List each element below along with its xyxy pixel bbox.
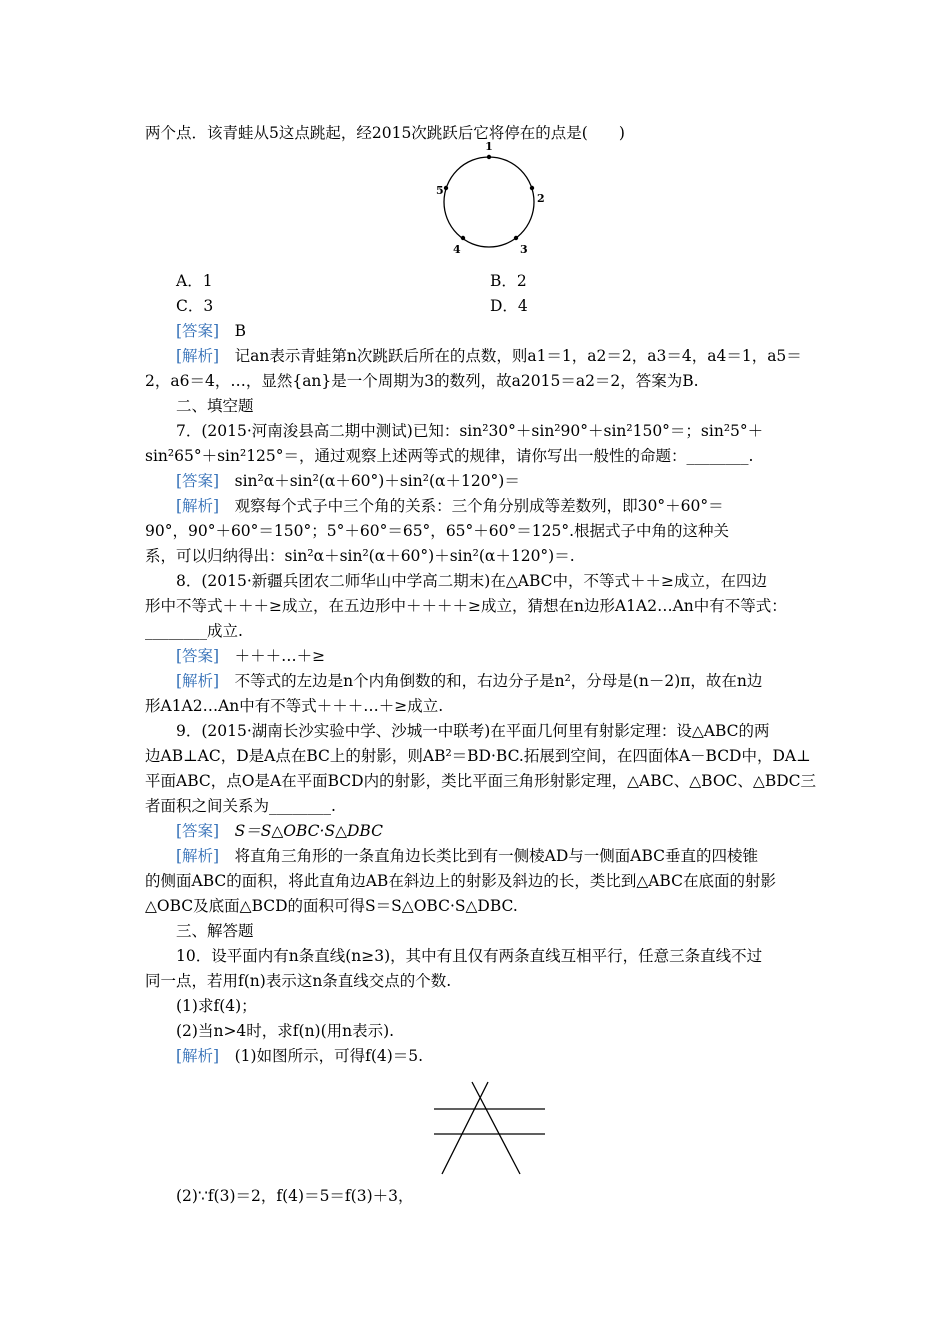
point-label-3: 3: [520, 243, 528, 256]
point-label-5: 5: [436, 184, 444, 197]
analysis-tag: [解析]: [176, 347, 220, 365]
q9-stem-4: 者面积之间关系为________.: [145, 797, 336, 815]
answer-tag: [答案]: [176, 322, 220, 340]
answer-text: B: [234, 322, 247, 340]
q9-stem-3: 平面ABC，点O是A在平面BCD内的射影，类比平面三角形射影定理，△ABC、△BOC、△BDC三: [145, 772, 817, 790]
point-4-dot: [461, 236, 465, 240]
analysis-tag: [解析]: [176, 1047, 220, 1065]
q8-answer: [答案] ＋＋＋…＋≥: [176, 647, 326, 665]
q10-part-1: (1)求f(4)；: [176, 997, 257, 1015]
q10-analysis-1: [解析] (1)如图所示，可得f(4)＝5.: [176, 1047, 424, 1065]
slanted-line-right: [472, 1082, 520, 1174]
q10-stem-2: 同一点，若用f(n)表示这n条直线交点的个数.: [145, 972, 452, 990]
q10-analysis-2: (2)∵f(3)＝2，f(4)＝5＝f(3)＋3，: [176, 1187, 414, 1205]
q6-answer: [176, 321, 246, 341]
analysis-tag: [解析]: [176, 847, 220, 865]
q6-analysis-1: [解析] 记an表示青蛙第n次跳跃后所在的点数，则a1＝1，a2＝2，a3＝4，a4＝1，a5＝: [176, 347, 802, 365]
q9-answer: [答案] S＝S△OBC·S△DBC: [176, 822, 383, 840]
q9-analysis-3: △OBC及底面△BCD的面积可得S＝S△OBC·S△DBC.: [145, 897, 518, 915]
q10-stem-1: 10．设平面内有n条直线(n≥3)，其中有且仅有两条直线互相平行，任意三条直线不过: [176, 947, 763, 965]
q9-analysis-2: 的侧面ABC的面积，将此直角边AB在斜边上的射影及斜边的长，类比到△ABC在底面的射影: [145, 872, 776, 890]
point-1-dot: [487, 155, 491, 159]
point-3-dot: [514, 236, 518, 240]
q8-analysis-2: 形A1A2…An中有不等式＋＋＋…＋≥成立.: [145, 697, 444, 715]
answer-tag: [答案]: [176, 647, 220, 665]
q7-analysis-3: 系，可以归纳得出：sin²α＋sin²(α＋60°)＋sin²(α＋120°)＝.: [145, 547, 575, 565]
point-label-4: 4: [453, 243, 461, 256]
q7-analysis-2: 90°，90°＋60°＝150°；5°＋60°＝65°，65°＋60°＝125°.根据式子中角的这种关: [145, 522, 730, 540]
frog-circle-figure: [436, 140, 560, 260]
point-2-dot: [530, 186, 534, 190]
q8-stem-1: 8．(2015·新疆兵团农二师华山中学高二期末)在△ABC中，不等式＋＋≥成立，在四边: [176, 572, 767, 590]
four-lines-figure: [430, 1078, 550, 1178]
point-label-1: 1: [485, 140, 493, 153]
jump-circle: [444, 157, 534, 247]
option-a: A．1: [176, 272, 213, 290]
q7-stem-1: 7．(2015·河南浚县高二期中测试)已知：sin²30°＋sin²90°＋sin²150°＝；sin²5°＋: [176, 422, 764, 440]
q8-analysis-1: [解析] 不等式的左边是n个内角倒数的和，右边分子是n²，分母是(n－2)π，故在n边: [176, 672, 763, 690]
section-fill-blank: 二、填空题: [176, 397, 254, 415]
q8-stem-3: ________成立.: [145, 622, 243, 640]
q6-stem: 两个点．该青蛙从5这点跳起，经2015次跳跃后它将停在的点是( ): [145, 124, 625, 142]
q7-answer: [答案] sin²α＋sin²(α＋60°)＋sin²(α＋120°)＝: [176, 472, 520, 490]
point-label-2: 2: [537, 192, 545, 205]
option-d: D．4: [490, 297, 528, 315]
q7-stem-2: sin²65°＋sin²125°＝，通过观察上述两等式的规律，请你写出一般性的命题：________.: [145, 447, 754, 465]
section-solve: 三、解答题: [176, 922, 254, 940]
analysis-tag: [解析]: [176, 497, 220, 515]
answer-tag: [答案]: [176, 472, 220, 490]
q6-analysis-2: 2，a6＝4，…，显然{an}是一个周期为3的数列，故a2015＝a2＝2，答案为B.: [145, 372, 699, 390]
q8-stem-2: 形中不等式＋＋＋≥成立，在五边形中＋＋＋＋≥成立，猜想在n边形A1A2…An中有不等式：: [145, 597, 787, 615]
option-c: C．3: [176, 297, 214, 315]
point-5-dot: [444, 186, 448, 190]
answer-tag: [答案]: [176, 822, 220, 840]
slanted-line-left: [442, 1082, 488, 1174]
q9-analysis-1: [解析] 将直角三角形的一条直角边长类比到有一侧棱AD与一侧面ABC垂直的四棱锥: [176, 847, 758, 865]
q7-analysis-1: [解析] 观察每个式子中三个角的关系：三个角分别成等差数列，即30°＋60°＝: [176, 497, 724, 515]
analysis-tag: [解析]: [176, 672, 220, 690]
q9-stem-1: 9．(2015·湖南长沙实验中学、沙城一中联考)在平面几何里有射影定理：设△ABC的两: [176, 722, 770, 740]
q9-stem-2: 边AB⊥AC，D是A点在BC上的射影，则AB²＝BD·BC.拓展到空间，在四面体A－BCD中，DA⊥: [145, 747, 811, 765]
q10-part-2: (2)当n>4时，求f(n)(用n表示).: [176, 1022, 395, 1040]
option-b: B．2: [490, 272, 527, 290]
